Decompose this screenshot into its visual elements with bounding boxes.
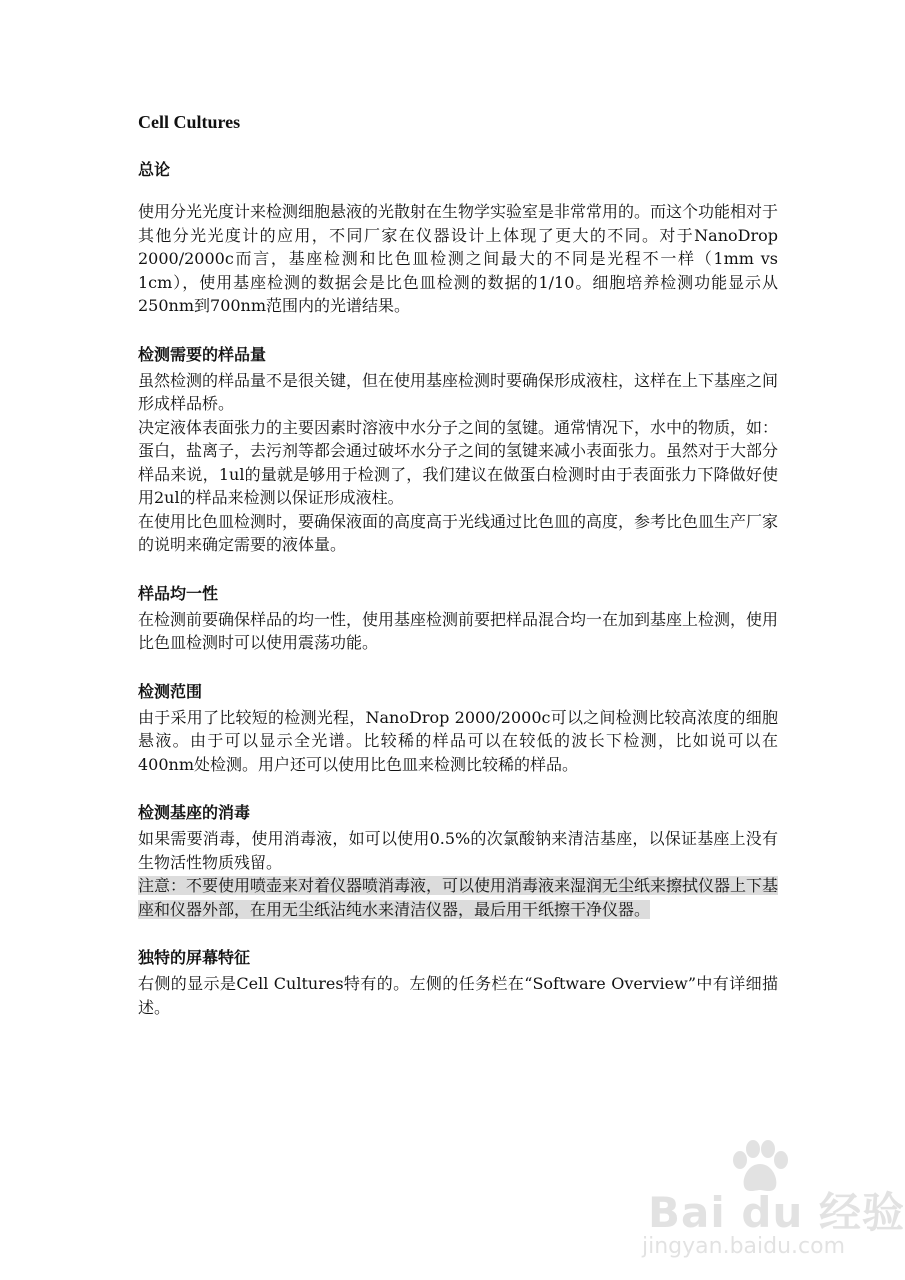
baidu-watermark bbox=[640, 1140, 905, 1270]
paragraph: 在使用比色皿检测时，要确保液面的高度高于光线通过比色皿的高度，参考比色皿生产厂家的说明来确定需要的液体量。 bbox=[138, 511, 779, 554]
paragraph: 决定液体表面张力的主要因素时溶液中水分子之间的氢键。通常情况下，水中的物质，如：蛋白，盐离子，去污剂等都会通过破坏水分子之间的氢键来减小表面张力。虽然对于大部分样品来说，1ul的量就是够用于检测了，我们建议在做蛋白检测时由于表面张力下降做好使用2ul的样品来检测以保证形成液柱。 bbox=[138, 417, 779, 507]
section-detection-range bbox=[138, 678, 778, 777]
highlighted-note: 注意：不要使用喷壶来对着仪器喷消毒液，可以使用消毒液来湿润无尘纸来擦拭仪器上下基座和仪器外部，在用无尘纸沾纯水来清洁仪器，最后用干纸擦干净仪器。 bbox=[138, 876, 779, 919]
section-heading: 检测基座的消毒 bbox=[138, 803, 251, 822]
paragraph: 使用分光光度计来检测细胞悬液的光散射在生物学实验室是非常常用的。而这个功能相对于其他分光光度计的应用，不同厂家在仪器设计上体现了更大的不同。对于NanoDrop 2000/2000c而言，基座检测和比色皿检测之间最大的不同是光程不一样（1mm vs 1cm），使用基座检测的数据会是比色皿检测的数据的1/10。细胞培养检测功能显示从250nm到700nm范围内的光谱结果。 bbox=[138, 202, 779, 315]
section-heading: 样品均一性 bbox=[138, 583, 219, 603]
paragraph: 右侧的显示是Cell Cultures特有的。左侧的任务栏在“Software Overview”中有详细描述。 bbox=[138, 974, 778, 1017]
section-screen-features bbox=[138, 944, 778, 1019]
section-heading: 总论 bbox=[138, 160, 171, 179]
document-page bbox=[138, 108, 778, 1042]
document-title: Cell Cultures bbox=[138, 112, 241, 132]
paragraph: 如果需要消毒，使用消毒液，如可以使用0.5%的次氯酸钠来清洁基座，以保证基座上没有生物活性物质残留。 bbox=[138, 829, 778, 872]
section-pedestal-disinfection bbox=[138, 799, 778, 921]
section-heading: 检测需要的样品量 bbox=[138, 344, 267, 364]
section-sample-volume bbox=[138, 341, 778, 557]
paragraph: 由于采用了比较短的检测光程，NanoDrop 2000/2000c可以之间检测比较高浓度的细胞悬液。由于可以显示全光谱。比较稀的样品可以在较低的波长下检测，比如说可以在400nm处检测。用户还可以使用比色皿来检测比较稀的样品。 bbox=[138, 707, 778, 774]
watermark-url: jingyan.baidu.com bbox=[642, 1234, 846, 1259]
paragraph: 在检测前要确保样品的均一性，使用基座检测前要把样品混合均一在加到基座上检测，使用比色皿检测时可以使用震荡功能。 bbox=[138, 609, 779, 652]
paragraph: 虽然检测的样品量不是很关键，但在使用基座检测时要确保形成液柱，这样在上下基座之间形成样品桥。 bbox=[138, 370, 779, 413]
section-heading: 独特的屏幕特征 bbox=[138, 948, 251, 967]
section-sample-homogeneity bbox=[138, 580, 778, 655]
section-heading: 检测范围 bbox=[138, 681, 203, 701]
note-paragraph bbox=[138, 874, 778, 921]
section-overview bbox=[138, 156, 778, 318]
watermark-brand: Bai du 经验 bbox=[648, 1188, 905, 1237]
